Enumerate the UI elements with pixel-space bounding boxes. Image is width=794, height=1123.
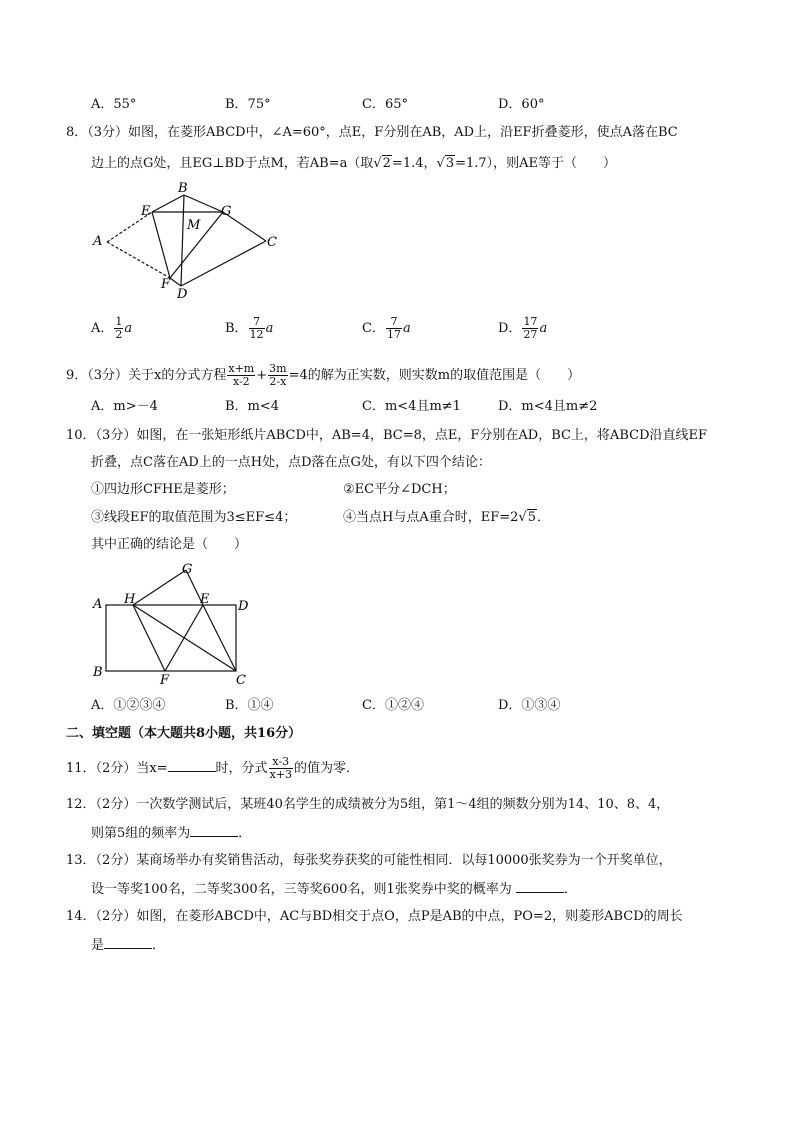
q8-option-a: A． $\frac{1}{2}$ a bbox=[91, 315, 133, 341]
q9-option-c: C．m<4且m≠1 bbox=[362, 399, 461, 414]
q12-answer-blank[interactable] bbox=[190, 824, 238, 837]
q7-option-a: A．55° bbox=[91, 97, 137, 112]
q12-text-line1: 12．（2分）一次数学测试后，某班40名学生的成绩被分为5组，第1～4组的频数分别为14、10、8、4， bbox=[66, 797, 670, 812]
q9-option-a: A．m>－4 bbox=[91, 399, 158, 414]
q11-answer-blank[interactable] bbox=[168, 759, 216, 772]
q9-option-b: B．m<4 bbox=[225, 399, 280, 414]
q10-text-line2: 折叠，点C落在AD上的一点H处，点D落在点G处，有以下四个结论： bbox=[91, 455, 491, 470]
q10-option-d: D．①③④ bbox=[498, 698, 561, 713]
q10-label-a: A bbox=[93, 597, 103, 612]
q8-text-part-b: =1.4， bbox=[391, 156, 437, 171]
q8-option-c: C． $\frac{7}{17}$ a bbox=[362, 315, 411, 341]
q8-label-f: F bbox=[161, 277, 171, 292]
q8-label-m: M bbox=[187, 218, 201, 233]
q8-text-line2: 边上的点G处，且EG⊥BD于点M，若AB=a（取√2=1.4，√3=1.7），则AE等于（ ） bbox=[91, 156, 617, 171]
q13-answer-blank[interactable] bbox=[516, 880, 564, 893]
q7-option-b: B．75° bbox=[225, 97, 271, 112]
q8-rhombus-figure bbox=[86, 182, 286, 304]
q7-option-c: C．65° bbox=[362, 97, 408, 112]
q8-text-part-c: =1.7），则AE等于（ ） bbox=[455, 156, 617, 171]
q8-text-part-a: 边上的点G处，且EG⊥BD于点M，若AB=a（取 bbox=[91, 156, 374, 171]
q10-label-e: E bbox=[200, 592, 210, 607]
q8-label-e: E bbox=[141, 204, 151, 219]
section-heading-fill-in: 二、填空题（本大题共8小题，共16分） bbox=[66, 726, 302, 741]
q9-text: 9．（3分）关于x的分式方程 $\frac{x+m}{x-2}$ + $\frac{3m}{2-x}$ =4的解为正实数，则实数m的取值范围是（ ） bbox=[66, 362, 581, 388]
q10-label-d: D bbox=[238, 599, 249, 614]
q8-label-d: D bbox=[177, 287, 188, 302]
q13-text-line2: 设一等奖100名，二等奖300名，三等奖600名，则1张奖券中奖的概率为 ． bbox=[91, 882, 577, 897]
q10-label-b: B bbox=[93, 665, 103, 680]
q8-label-b: B bbox=[178, 182, 188, 196]
q10-conclusion-3: ③线段EF的取值范围为3≤EF≤4； bbox=[91, 510, 297, 525]
q10-conclusion-2: ②EC平分∠DCH； bbox=[343, 482, 456, 497]
q8-label-c: C bbox=[267, 235, 277, 250]
q8-label-g: G bbox=[221, 204, 232, 219]
q10-label-h: H bbox=[124, 592, 136, 607]
q10-option-c: C．①②④ bbox=[362, 698, 424, 713]
q8-option-d: D． $\frac{17}{27}$ a bbox=[498, 315, 548, 341]
q8-text-line1: 8．（3分）如图，在菱形ABCD中，∠A=60°，点E，F分别在AB，AD上，沿EF折叠菱形，使点A落在BC bbox=[66, 125, 678, 140]
q13-text-line1: 13．（2分）某商场举办有奖销售活动，每张奖券获奖的可能性相同．以每10000张奖券为一个开奖单位， bbox=[66, 853, 672, 868]
q8-option-b: B． $\frac{7}{12}$ a bbox=[225, 315, 274, 341]
q8-sqrt3: 3 bbox=[445, 156, 455, 171]
q10-conclusion-4: ④当点H与点A重合时，EF=2√5． bbox=[343, 510, 550, 525]
q10-option-b: B．①④ bbox=[225, 698, 274, 713]
q10-conclusion-1: ①四边形CFHE是菱形； bbox=[91, 482, 235, 497]
q10-label-g: G bbox=[182, 562, 193, 577]
q10-label-f: F bbox=[160, 673, 170, 688]
q8-label-a: A bbox=[93, 234, 103, 249]
q14-text-line1: 14．（2分）如图，在菱形ABCD中，AC与BD相交于点O，点P是AB的中点，PO=2，则菱形ABCD的周长 bbox=[66, 909, 683, 924]
q10-text-line1: 10．（3分）如图，在一张矩形纸片ABCD中，AB=4，BC=8，点E，F分别在AD，BC上，将ABCD沿直线EF bbox=[66, 428, 707, 443]
q10-text-line5: 其中正确的结论是（ ） bbox=[91, 537, 248, 552]
q8-sqrt2: 2 bbox=[382, 156, 391, 171]
q14-answer-blank[interactable] bbox=[104, 936, 152, 949]
q11-text: 11．（2分）当x= 时，分式 $\frac{x-3}{x+3}$ 的值为零． bbox=[66, 755, 359, 781]
q10-option-a: A．①②③④ bbox=[91, 698, 166, 713]
q10-label-c: C bbox=[236, 673, 246, 688]
q12-text-line2: 则第5组的频率为 ． bbox=[91, 826, 252, 841]
q7-option-d: D．60° bbox=[498, 97, 545, 112]
q10-rectangle-figure bbox=[88, 560, 263, 688]
q14-text-line2: 是 ． bbox=[91, 938, 166, 953]
q9-option-d: D．m<4且m≠2 bbox=[498, 399, 598, 414]
